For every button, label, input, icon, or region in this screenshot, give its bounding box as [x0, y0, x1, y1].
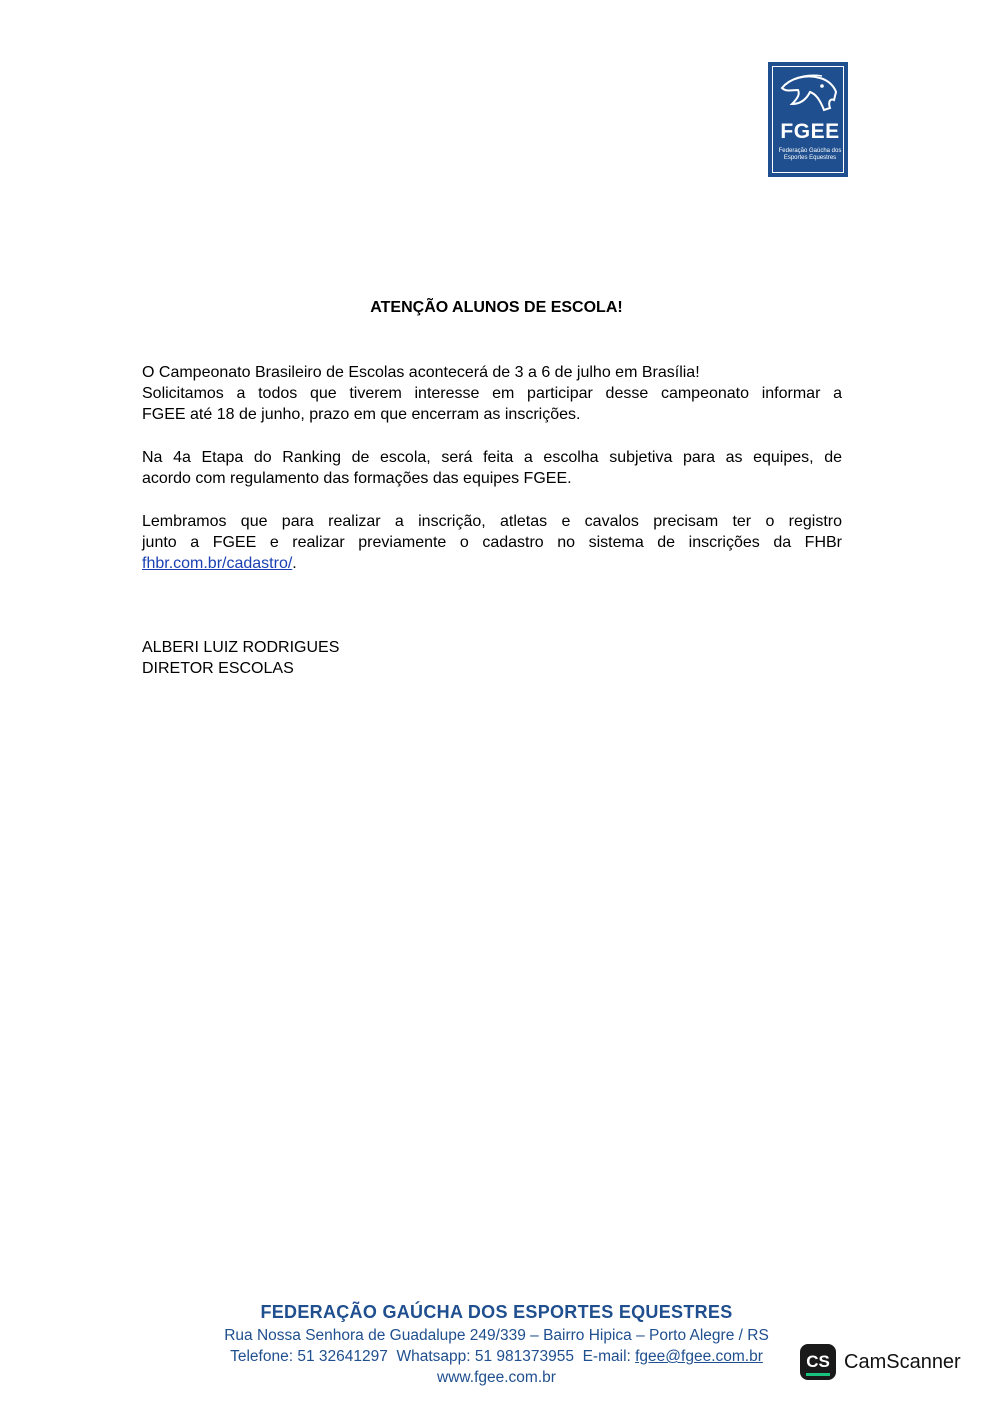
footer-address: Rua Nossa Senhora de Guadalupe 249/339 – Bairro Hipica – Porto Alegre / RS: [224, 1327, 769, 1344]
signature-name: ALBERI LUIZ RODRIGUES: [142, 639, 340, 656]
link-suffix: .: [292, 555, 297, 572]
link-line: [142, 553, 842, 574]
fgee-logo: [768, 62, 848, 177]
camscanner-name: CamScanner: [844, 1350, 961, 1373]
footer-website[interactable]: www.fgee.com.br: [437, 1369, 556, 1386]
paragraph-line: O Campeonato Brasileiro de Escolas acontecerá de 3 a 6 de julho em Brasília!: [142, 364, 700, 381]
document-title: ATENÇÃO ALUNOS DE ESCOLA!: [370, 299, 623, 316]
paragraph-line: FGEE até 18 de junho, prazo em que encerram as inscrições.: [142, 406, 581, 423]
camscanner-watermark: [800, 1344, 961, 1380]
paragraph-1: [142, 362, 842, 425]
fhbr-cadastro-link[interactable]: fhbr.com.br/cadastro/: [142, 555, 293, 572]
paragraph-3: [142, 511, 842, 574]
paragraph-line: acordo com regulamento das formações das equipes FGEE.: [142, 470, 572, 487]
paragraph-line: junto a FGEE e realizar previamente o cadastro no sistema de inscrições da FHBr: [142, 534, 842, 551]
paragraph-2: [142, 447, 842, 489]
paragraph-line: Na 4a Etapa do Ranking de escola, será feita a escolha subjetiva para as equipes, de: [142, 449, 842, 466]
footer-email-link[interactable]: fgee@fgee.com.br: [635, 1348, 763, 1365]
paragraph-line: Lembramos que para realizar a inscrição, atletas e cavalos precisam ter o registro: [142, 513, 842, 530]
logo-abbr: FGEE: [780, 120, 840, 143]
logo-subtitle: Federação Gaúcha dos Esportes Equestres: [778, 148, 842, 161]
footer-contact-text: Telefone: 51 32641297 Whatsapp: 51 981373955 E-mail:: [230, 1348, 636, 1365]
paragraph-line: Solicitamos a todos que tiverem interesse em participar desse campeonato informar a: [142, 385, 842, 402]
camscanner-stripe: [806, 1373, 830, 1376]
signature: [142, 637, 339, 679]
footer-org-name: FEDERAÇÃO GAÚCHA DOS ESPORTES EQUESTRES: [260, 1302, 733, 1322]
horse-head-icon: [776, 70, 842, 120]
signature-role: DIRETOR ESCOLAS: [142, 660, 294, 677]
camscanner-icon: [800, 1344, 836, 1380]
camscanner-badge-text: CS: [806, 1352, 830, 1371]
